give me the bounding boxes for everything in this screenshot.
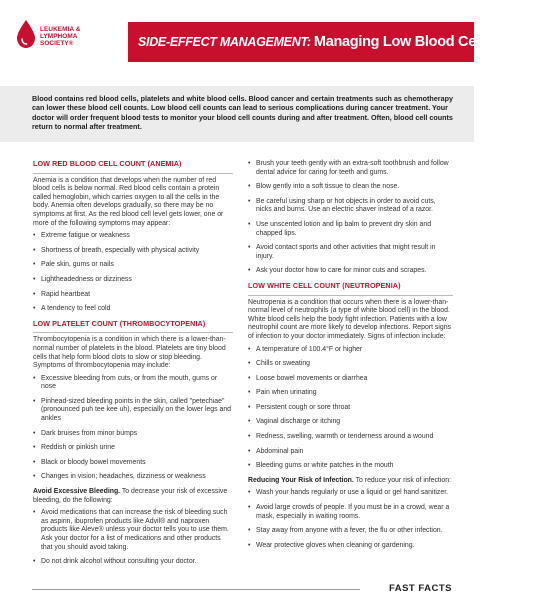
list-item: • Blow gently into a soft tissue to clean the nose. <box>248 183 453 192</box>
title-banner <box>128 22 535 62</box>
list-item: • Dark bruises from minor bumps <box>33 430 233 439</box>
list-item: • Black or bloody bowel movements <box>33 459 233 468</box>
list-item: • A tendency to feel cold <box>33 305 233 314</box>
divider <box>33 332 233 333</box>
list-item: • Vaginal discharge or itching <box>248 418 453 427</box>
list-item: • Wash your hands regularly or use a liquid or gel hand sanitizer. <box>248 489 453 498</box>
avoid-bleeding-label: Avoid Excessive Bleeding. <box>33 488 121 496</box>
right-column <box>248 160 453 556</box>
neutropenia-description: Neutropenia is a condition that occurs when there is a lower-than-normal level of neutrophils (a type of white blood cell) in the blood. White blood cells help the body fight infection. Patients with a low neutrophil count are more likely to develop infections. Report signs of infection to your doctor immediately. Signs of infection include: <box>248 298 452 340</box>
intro-paragraph: Blood contains red blood cells, platelets and white blood cells. Blood cancer and certain treatments such as chemotherapy can lower these blood cell counts. Low blood cell counts can lead to serious complications during cancer treatment. Your doctor will order frequent blood tests to monitor your blood cell counts during and after treatment. Often, blood cell counts return to normal after treatment. <box>0 86 474 142</box>
list-item: • Redness, swelling, warmth or tenderness around a wound <box>248 433 453 442</box>
list-item: • Stay away from anyone with a fever, the flu or other infection. <box>248 527 453 536</box>
lls-logo <box>0 0 128 76</box>
org-name-line-2: LYMPHOMA <box>40 33 78 41</box>
list-item: • Pinhead-sized bleeding points in the skin, called "petechiae"(pronounced puh tee kee uh), especially on the lower legs and ankles <box>33 398 233 424</box>
blood-drop-icon <box>17 20 35 48</box>
list-item: • A temperature of 100.4°F or higher <box>248 346 453 355</box>
avoid-bleeding-list <box>33 509 233 567</box>
neutropenia-heading: LOW WHITE CELL COUNT (NEUTROPENIA) <box>248 280 401 290</box>
footer-rule <box>32 589 360 590</box>
list-item: • Shortness of breath, especially with physical activity <box>33 247 233 256</box>
list-item: • Avoid large crowds of people. If you must be in a crowd, wear a mask, especially in waiting rooms. <box>248 504 453 521</box>
anemia-description: Anemia is a condition that develops when the number of red blood cells is below normal. Red blood cells contain a protein called hemoglobin, which carries oxygen to all the cells in the body. Anemia often develops gradually, so there may be no symptoms at first. As the red blood cell level gets lower, one or more of the following symptoms may appear: <box>33 176 224 227</box>
title-prefix: SIDE-EFFECT MANAGEMENT: <box>138 35 311 49</box>
bleeding-care-list <box>248 160 453 276</box>
divider <box>33 173 233 174</box>
anemia-symptom-list <box>33 232 233 314</box>
divider <box>248 295 453 296</box>
reduce-infection-text: To reduce your risk of infection: <box>355 476 451 484</box>
avoid-bleeding-intro <box>33 488 233 505</box>
anemia-heading: LOW RED BLOOD CELL COUNT (ANEMIA) <box>33 159 182 168</box>
infection-signs-list <box>248 346 453 471</box>
reduce-infection-label: Reducing Your Risk of Infection. <box>248 476 354 484</box>
list-item: • Reddish or pinkish urine <box>33 444 233 453</box>
list-item: • Chills or sweating <box>248 360 453 369</box>
list-item: • Excessive bleeding from cuts, or from the mouth, gums or nose <box>33 375 233 392</box>
list-item: • Ask your doctor how to care for minor cuts and scrapes. <box>248 267 453 276</box>
page-header <box>0 0 535 76</box>
list-item: • Do not drink alcohol without consulting your doctor. <box>33 558 233 567</box>
page-footer <box>0 580 474 613</box>
reduce-infection-list <box>248 489 453 550</box>
list-item: • Lightheadedness or dizziness <box>33 276 233 285</box>
list-item: • Extreme fatigue or weakness <box>33 232 233 241</box>
thrombocytopenia-symptom-list <box>33 375 233 482</box>
list-item: • Avoid contact sports and other activities that might result in injury. <box>248 244 453 261</box>
fast-facts-label: FAST FACTS <box>388 583 452 594</box>
list-item: • Avoid medications that can increase the risk of bleeding such as aspirin, ibuprofen products like Advil® and naproxen products like Aleve® unless your doctor tells you to use them. Ask your doctor for a list of medications and other products that you should avoid taking. <box>33 509 233 552</box>
list-item: • Brush your teeth gently with an extra-soft toothbrush and follow dental advice for caring for teeth and gums. <box>248 160 453 177</box>
list-item: • Rapid heartbeat <box>33 291 233 300</box>
reduce-infection-intro <box>248 477 453 486</box>
list-item: • Pale skin, gums or nails <box>33 261 233 270</box>
avoid-bleeding-text: To decrease your risk of excessive bleeding, do the following: <box>33 488 228 504</box>
org-name <box>40 26 126 48</box>
org-name-line-1: LEUKEMIA & <box>40 26 81 33</box>
thrombocytopenia-heading: LOW PLATELET COUNT (THROMBOCYTOPENIA) <box>33 318 206 328</box>
page-title: Managing Low Blood Cell Counts <box>313 34 535 50</box>
left-column <box>33 160 233 573</box>
list-item: • Pain when urinating <box>248 389 453 398</box>
list-item: • Abdominal pain <box>248 448 453 457</box>
list-item: • Persistent cough or sore throat <box>248 404 453 413</box>
list-item: • Be careful using sharp or hot objects in order to avoid cuts, nicks and burns. Use an electric shaver instead of a razor. <box>248 198 453 215</box>
list-item: • Loose bowel movements or diarrhea <box>248 375 453 384</box>
list-item: • Wear protective gloves when cleaning or gardening. <box>248 542 453 551</box>
list-item: • Changes in vision; headaches, dizziness or weakness <box>33 473 233 482</box>
list-item: • Use unscented lotion and lip balm to prevent dry skin and chapped lips. <box>248 221 453 238</box>
list-item: • Bleeding gums or white patches in the mouth <box>248 462 453 471</box>
thrombocytopenia-description: Thrombocytopenia is a condition in which there is a lower-than-normal number of platelets in the blood. Platelets are tiny blood cells that help form blood clots to slow or stop bleeding. Symptoms of thrombocytopenia may include: <box>33 336 226 370</box>
org-name-line-3: SOCIETY® <box>40 40 74 48</box>
